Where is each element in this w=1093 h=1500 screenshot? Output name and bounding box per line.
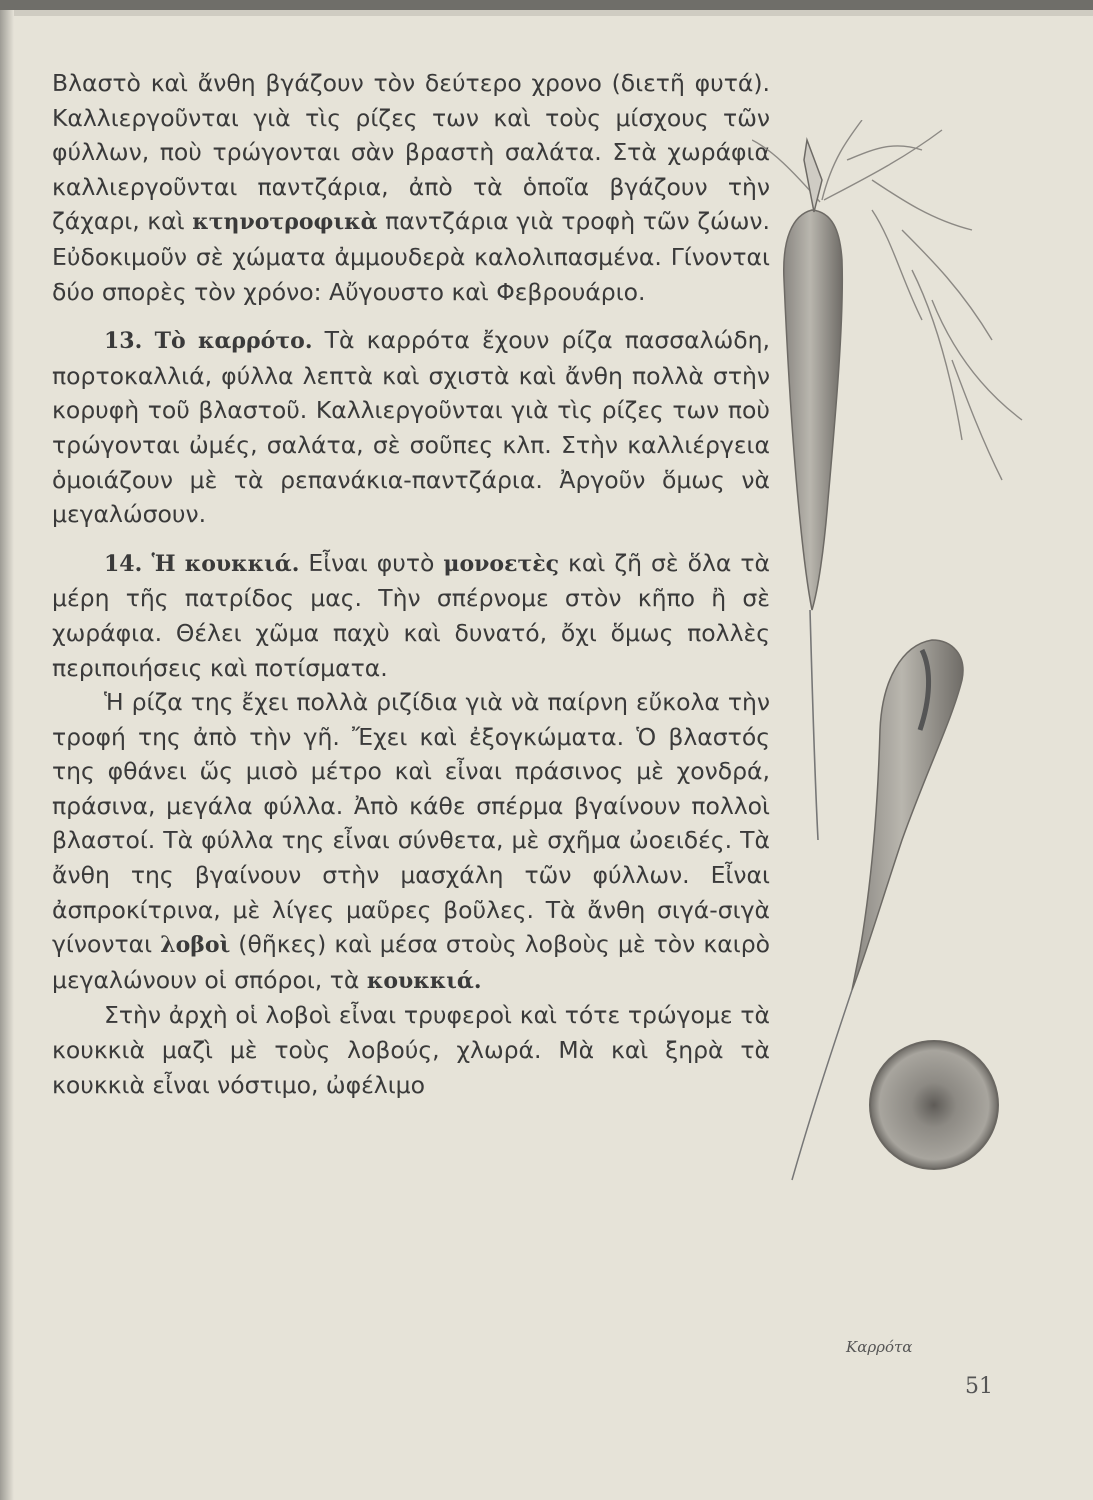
emphasized-term: κουκκιά.	[366, 967, 482, 994]
text-run: Στὴν ἀρχὴ οἱ λοβοὶ εἶναι τρυφεροὶ καὶ τότε τρώγομε τὰ κουκκιὰ μαζὶ μὲ τοὺς λοβούς, χλωρά. Μὰ καὶ ξηρὰ τὰ κουκκιὰ εἶναι νόστιμο, ὠφέλιμο	[52, 1001, 770, 1099]
page-number: 51	[965, 1374, 993, 1399]
text-run: Εἶναι φυτὸ	[299, 548, 444, 577]
paragraph-broad-bean	[52, 546, 770, 685]
emphasized-term: μονοετὲς	[443, 550, 560, 577]
paragraph-carrot	[52, 323, 770, 532]
scan-top-band	[0, 10, 1093, 16]
carrot-illustration	[752, 120, 1042, 1220]
carrot-cross-section	[870, 1041, 998, 1169]
page-gutter-shadow	[0, 10, 14, 1500]
text-run: Βλαστὸ καὶ ἄνθη βγάζουν τὸν δεύτερο χρονο (διετῆ φυτά). Καλλιεργοῦνται γιὰ τὶς ρίζες των καὶ τοὺς μίσχους τῶν φύλλων, ποὺ τρώγονται σὰν βραστὴ σαλάτα. Στὰ χωράφια καλλιεργοῦνται παντζάρια, ἀπὸ τὰ ὁποῖα βγάζουν τὴν ζάχαρι, καὶ	[52, 69, 770, 236]
paragraph-beets	[52, 66, 770, 309]
paragraph-bean-pods	[52, 998, 770, 1102]
carrot-top-whole	[784, 140, 843, 610]
paragraph-bean-root	[52, 685, 770, 998]
text-run: παντζάρια γιὰ τροφὴ τῶν ζώων. Εὐδοκιμοῦν σὲ χώματα ἀμμουδερὰ καλολιπασμένα. Γίνονται δύο σπορὲς τὸν χρόνο: Αὔγουστο καὶ Φεβρουάριο.	[52, 207, 770, 306]
emphasized-term: κτηνοτροφικὰ	[192, 209, 378, 236]
text-run: Ἡ ρίζα της ἔχει πολλὰ ριζίδια γιὰ νὰ παίρνη εὔκολα τὴν τροφή της ἀπὸ τὴν γῆ. Ἔχει καὶ ἐξογκώματα. Ὁ βλαστός της φθάνει ὥς μισὸ μέτρο καὶ εἶναι πράσινος μὲ χονδρά, πράσινα, μεγάλα φύλλα. Ἀπὸ κάθε σπέρμα βγαίνουν πολλοὶ βλαστοί. Τὰ φύλλα της εἶναι σύνθετα, μὲ σχῆμα ὠοειδές. Τὰ ἄνθη της βγαίνουν στὴν μασχάλη τῶν φύλλων. Εἶναι ἀσπροκίτρινα, μὲ λίγες μαῦρες βοῦλες. Τὰ ἄνθη σιγά-σιγὰ γίνονται	[52, 688, 770, 959]
section-heading: 14. Ἡ κουκκιά.	[104, 550, 300, 577]
section-heading: 13. Τὸ καρρότο.	[104, 328, 313, 355]
text-run: (θῆκες) καὶ μέσα στοὺς λοβοὺς μὲ τὸν καιρὸ μεγαλώνουν οἱ σπόροι, τὰ	[52, 930, 770, 994]
scan-top-edge	[0, 0, 1093, 10]
text-run: καὶ ζῆ σὲ ὅλα τὰ μέρη τῆς πατρίδος μας. Τὴν σπέρνομε στὸν κῆπο ἢ σὲ χωράφια. Θέλει χῶμα παχὺ καὶ δυνατό, ὄχι ὅμως πολλὲς περιποιήσεις καὶ ποτίσματα.	[52, 548, 771, 682]
body-text	[52, 66, 770, 1102]
figure-caption: Καρρότα	[846, 1338, 913, 1356]
text-run: Τὰ καρρότα ἔχουν ρίζα πασσαλώδη, πορτοκαλλιά, φύλλα λεπτὰ καὶ σχιστὰ καὶ ἄνθη πολλὰ στὴν κορυφὴ τοῦ βλαστοῦ. Καλλιεργοῦνται γιὰ τὶς ρίζες των ποὺ τρώγονται ὠμές, σαλάτα, σὲ σοῦπες κλπ. Στὴν καλλιέργεια ὁμοιάζουν μὲ τὰ ρεπανάκια-παντζάρια. Ἀργοῦν ὅμως νὰ μεγαλώσουν.	[52, 326, 770, 529]
emphasized-term: λοβοὶ	[160, 932, 231, 959]
